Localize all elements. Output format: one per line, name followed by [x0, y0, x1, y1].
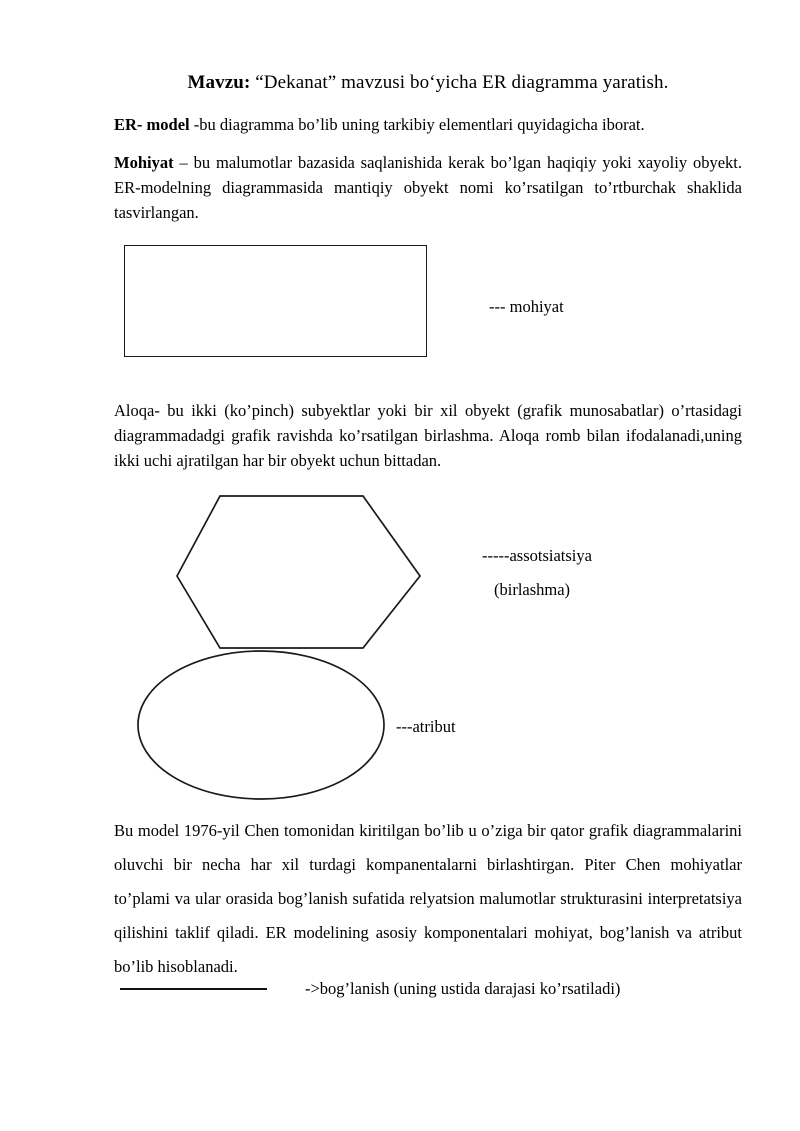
attribute-ellipse-label: ---atribut	[396, 717, 456, 736]
er-model-definition: -bu diagramma bo’lib uning tarkibiy elementlari quyidagicha iborat.	[193, 115, 645, 134]
paragraph-chen	[114, 814, 742, 984]
chen-text: Bu model 1976-yil Chen tomonidan kiritilgan bo’lib u o’ziga bir qator grafik diagrammalarini oluvchi bir necha har xil turdagi kompanentalarni birlashtirgan. Piter Chen mohiyatlar to’plami va ular orasida bog’lanish sufatida relyatsion malumotlar strukturasini interpretatsiya qilishini taklif qiladi. ER modelining asosiy komponentalari mohiyat, bog’lanish va atribut bo’lib hisoblanadi.	[114, 821, 742, 976]
entity-rectangle-shape	[124, 245, 427, 357]
association-hexagon-shape	[108, 490, 428, 656]
page-title-prefix: Mavzu:	[187, 72, 251, 93]
paragraph-mohiyat	[114, 150, 742, 225]
paragraph-aloqa	[114, 398, 742, 473]
association-hexagon-label: -----assotsiatsiya	[482, 546, 592, 565]
hexagon-outline	[177, 496, 420, 648]
association-hexagon-sublabel: (birlashma)	[494, 580, 571, 599]
mohiyat-term: Mohiyat	[114, 153, 174, 172]
entity-rectangle-label: --- mohiyat	[489, 297, 564, 316]
mohiyat-definition: – bu malumotlar bazasida saqlanishida kerak bo’lgan haqiqiy yoki xayoliy obyekt. ER-modelning diagrammasida mantiqiy obyekt nomi ko’rsatilgan to’rtburchak shaklida tasvirlangan.	[114, 153, 742, 222]
page-title-rest: “Dekanat” mavzusi boʻyicha ER diagramma yaratish.	[250, 72, 669, 93]
page-title	[114, 71, 742, 95]
aloqa-text: Aloqa- bu ikki (ko’pinch) subyektlar yoki bir xil obyekt (grafik munosabatlar) o’rtasidagi diagrammadadgi grafik ravishda ko’rsatilgan birlashma. Aloqa romb bilan ifodalanadi,uning ikki uchi ajratilgan har bir obyekt uchun bittadan.	[114, 401, 742, 470]
er-model-term: ER- model	[114, 115, 194, 134]
relationship-line-label: ->bog’lanish (uning ustida darajasi ko’rsatiladi)	[305, 979, 621, 998]
paragraph-er-model	[114, 112, 742, 137]
attribute-ellipse-shape	[132, 644, 392, 806]
ellipse-outline	[138, 651, 384, 799]
relationship-line-shape	[120, 988, 267, 990]
